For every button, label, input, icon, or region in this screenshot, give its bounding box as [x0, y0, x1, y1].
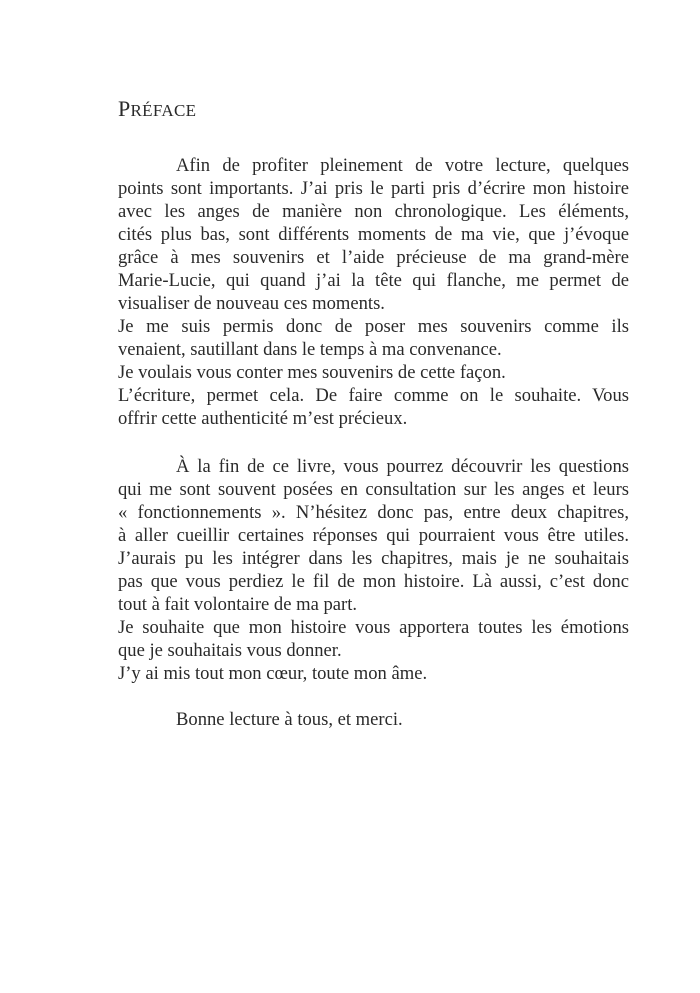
page-title [118, 96, 196, 122]
text-line: Marie-Lucie, qui quand j’ai la tête qui flanche, me permet de [118, 270, 629, 291]
text-line: visualiser de nouveau ces moments. [118, 293, 385, 314]
text-line: Bonne lecture à tous, et merci. [176, 709, 403, 730]
text-line: tout à fait volontaire de ma part. [118, 594, 358, 615]
text-line: J’aurais pu les intégrer dans les chapitres, mais je ne souhaitais [118, 548, 629, 569]
title-rest: RÉFACE [130, 101, 197, 120]
text-line: Je voulais vous conter mes souvenirs de cette façon. [118, 362, 506, 383]
text-line: avec les anges de manière non chronologique. Les éléments, [118, 201, 629, 222]
text-line: à aller cueillir certaines réponses qui pourraient vous être utiles. [118, 525, 629, 546]
text-line: grâce à mes souvenirs et l’aide précieuse de ma grand-mère [118, 247, 629, 268]
text-line: qui me sont souvent posées en consultation sur les anges et leurs [118, 479, 629, 500]
text-line: points sont importants. J’ai pris le parti pris d’écrire mon histoire [118, 178, 629, 199]
text-line: L’écriture, permet cela. De faire comme on le souhaite. Vous [118, 385, 629, 406]
text-line: pas que vous perdiez le fil de mon histoire. Là aussi, c’est donc [118, 571, 629, 592]
text-line: J’y ai mis tout mon cœur, toute mon âme. [118, 663, 428, 684]
text-line: À la fin de ce livre, vous pourrez découvrir les questions [176, 456, 629, 477]
text-line: Je souhaite que mon histoire vous apportera toutes les émotions [118, 617, 629, 638]
text-line: Je me suis permis donc de poser mes souvenirs comme ils [118, 316, 629, 337]
text-line: Afin de profiter pleinement de votre lecture, quelques [176, 155, 629, 176]
text-line: cités plus bas, sont différents moments de ma vie, que j’évoque [118, 224, 629, 245]
text-line: venaient, sautillant dans le temps à ma convenance. [118, 339, 502, 360]
paragraph-intro [118, 154, 629, 430]
title-initial: P [118, 96, 131, 121]
text-line: que je souhaitais vous donner. [118, 640, 342, 661]
paragraph-closing [118, 708, 629, 731]
paragraph-questions [118, 455, 629, 685]
text-line: « fonctionnements ». N’hésitez donc pas, entre deux chapitres, [118, 502, 629, 523]
text-line: offrir cette authenticité m’est précieux. [118, 408, 408, 429]
